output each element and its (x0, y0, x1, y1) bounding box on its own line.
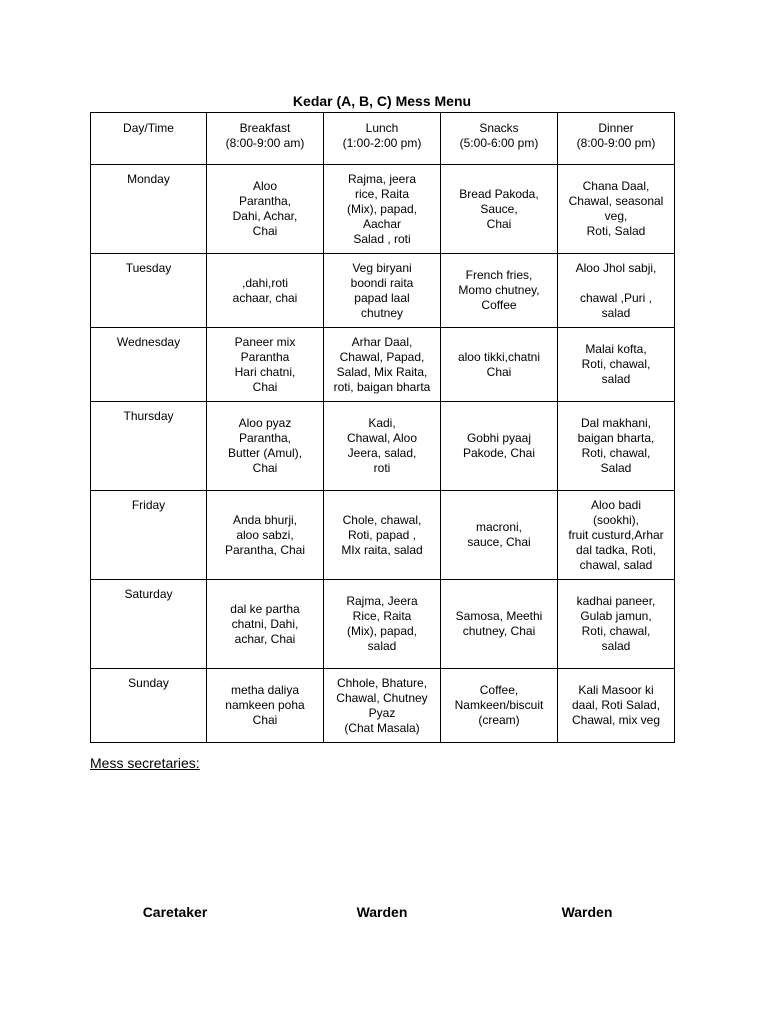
header-day-time: Day/Time (91, 113, 207, 165)
table-row (91, 165, 675, 254)
menu-title: Kedar (A, B, C) Mess Menu (292, 93, 472, 109)
lunch-cell: Kadi, Chawal, Aloo Jeera, salad, roti (324, 402, 441, 491)
lunch-cell: Veg biryani boondi raita papad laal chutney (324, 254, 441, 328)
lunch-cell: Chhole, Bhature, Chawal, Chutney Pyaz (Chat Masala) (324, 669, 441, 743)
dinner-cell: Chana Daal, Chawal, seasonal veg, Roti, Salad (558, 165, 675, 254)
lunch-cell: Rajma, Jeera Rice, Raita (Mix), papad, salad (324, 580, 441, 669)
breakfast-cell: Anda bhurji, aloo sabzi, Parantha, Chai (207, 491, 324, 580)
dinner-cell: Aloo badi (sookhi), fruit custurd,Arhar dal tadka, Roti, chawal, salad (558, 491, 675, 580)
lunch-cell: Chole, chawal, Roti, papad , MIx raita, salad (324, 491, 441, 580)
breakfast-cell: metha daliya namkeen poha Chai (207, 669, 324, 743)
lunch-cell: Rajma, jeera rice, Raita (Mix), papad, Aachar Salad , roti (324, 165, 441, 254)
breakfast-cell: dal ke partha chatni, Dahi, achar, Chai (207, 580, 324, 669)
lunch-cell: Arhar Daal, Chawal, Papad, Salad, Mix Raita, roti, baigan bharta (324, 328, 441, 402)
table-row (91, 402, 675, 491)
day-cell: Thursday (91, 402, 207, 491)
breakfast-cell: Aloo pyaz Parantha, Butter (Amul), Chai (207, 402, 324, 491)
mess-secretaries-label: Mess secretaries: (90, 755, 200, 771)
mess-menu-table (90, 112, 675, 743)
table-row (91, 669, 675, 743)
dinner-cell: kadhai paneer, Gulab jamun, Roti, chawal, salad (558, 580, 675, 669)
table-row (91, 254, 675, 328)
day-cell: Wednesday (91, 328, 207, 402)
snacks-cell: French fries, Momo chutney, Coffee (441, 254, 558, 328)
header-breakfast: Breakfast (8:00-9:00 am) (207, 113, 324, 165)
snacks-cell: Gobhi pyaaj Pakode, Chai (441, 402, 558, 491)
breakfast-cell: ,dahi,roti achaar, chai (207, 254, 324, 328)
snacks-cell: aloo tikki,chatni Chai (441, 328, 558, 402)
dinner-cell: Dal makhani, baigan bharta, Roti, chawal, Salad (558, 402, 675, 491)
breakfast-cell: Aloo Parantha, Dahi, Achar, Chai (207, 165, 324, 254)
day-cell: Sunday (91, 669, 207, 743)
header-snacks: Snacks (5:00-6:00 pm) (441, 113, 558, 165)
dinner-cell: Kali Masoor ki daal, Roti Salad, Chawal, mix veg (558, 669, 675, 743)
table-row (91, 580, 675, 669)
table-row (91, 328, 675, 402)
warden-signatory: Warden (356, 904, 408, 920)
snacks-cell: macroni, sauce, Chai (441, 491, 558, 580)
snacks-cell: Samosa, Meethi chutney, Chai (441, 580, 558, 669)
day-cell: Friday (91, 491, 207, 580)
header-dinner: Dinner (8:00-9:00 pm) (558, 113, 675, 165)
breakfast-cell: Paneer mix Parantha Hari chatni, Chai (207, 328, 324, 402)
header-lunch: Lunch (1:00-2:00 pm) (324, 113, 441, 165)
warden-signatory: Warden (561, 904, 613, 920)
day-cell: Tuesday (91, 254, 207, 328)
day-cell: Monday (91, 165, 207, 254)
caretaker-signatory: Caretaker (142, 904, 208, 920)
dinner-cell: Aloo Jhol sabji, chawal ,Puri , salad (558, 254, 675, 328)
day-cell: Saturday (91, 580, 207, 669)
dinner-cell: Malai kofta, Roti, chawal, salad (558, 328, 675, 402)
snacks-cell: Coffee, Namkeen/biscuit (cream) (441, 669, 558, 743)
table-row (91, 491, 675, 580)
snacks-cell: Bread Pakoda, Sauce, Chai (441, 165, 558, 254)
header-row (91, 113, 675, 165)
